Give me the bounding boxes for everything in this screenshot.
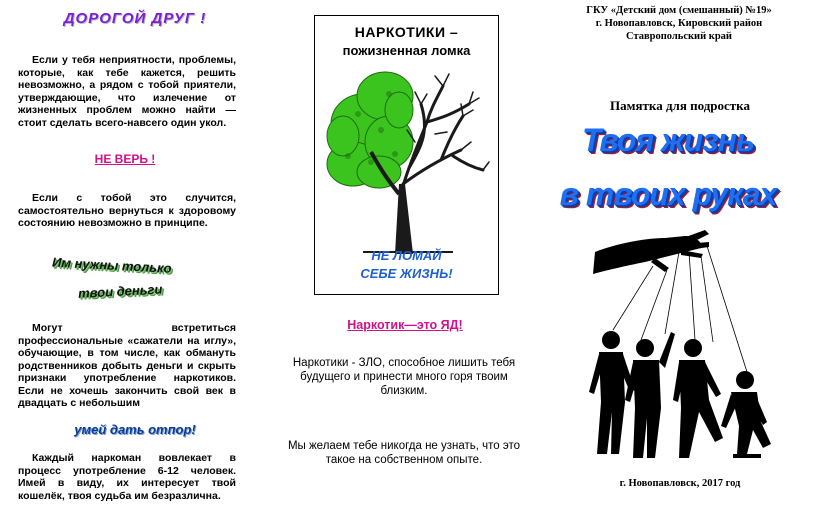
middle-paragraph-2: Мы желаем тебе никогда не узнать, что это такое на собственном опыте. — [287, 440, 521, 466]
poster-bottom-line2: СЕБЕ ЖИЗНЬ! — [360, 266, 453, 281]
left-paragraph-2: Если с тобой это случится, самостоятельно вернуться к здоровому состоянию невозможно в принципе. — [18, 192, 236, 229]
middle-paragraph-1: Наркотики - ЗЛО, способное лишить тебя будущего и принести много горя твоим близким. — [292, 357, 516, 397]
organization-line2: г. Новопавловск, Кировский район — [595, 18, 763, 29]
left-paragraph-1: Если у тебя неприятности, проблемы, которые, как тебе кажется, решить невозможно, а рядом с тобой приятели, утверждающие, что излечение от жизненных проблем можно найти — стоит сделать всего-навсего один укол. — [18, 54, 236, 129]
brochure-title-line2: в твоих руках — [559, 176, 777, 212]
left-paragraph-3: Могут встретиться профессиональные «сажатели на иглу», обучающие, в том числе, как обмануть родственников добыть деньги и скрыть признаки употребление наркотиков. Если не хочешь закончить свой век в двадцать с небольшим — [18, 322, 236, 409]
organization-line1: ГКУ «Детский дом (смешанный) №19» — [586, 5, 772, 16]
puppet-strings-illustration — [585, 222, 775, 472]
organization-line3: Ставропольский край — [626, 31, 732, 42]
dont-believe-heading: НЕ ВЕРЬ ! — [94, 152, 156, 166]
anti-drug-poster — [314, 15, 499, 295]
poster-subtitle: пожизненная ломка — [342, 43, 471, 58]
resist-heading: умей дать отпор! — [74, 422, 196, 437]
memo-label: Памятка для подростка — [610, 98, 750, 113]
left-paragraph-4: Каждый наркоман вовлекает в процесс употребление 6-12 человек. Имей в виду, их интересует твой кошелёк, твоя судьба им безразлична. — [18, 452, 236, 502]
poison-heading: Наркотик—это ЯД! — [347, 318, 463, 332]
poster-title: НАРКОТИКИ – — [354, 24, 459, 40]
half-dead-tree-illustration — [323, 64, 491, 254]
greeting-heading: ДОРОГОЙ ДРУГ ! — [63, 10, 207, 27]
money-heading-line2: твои деньги — [77, 281, 163, 301]
money-heading-line1: Им нужны только — [51, 254, 172, 276]
brochure-footer: г. Новопавловск, 2017 год — [619, 478, 741, 489]
poster-bottom-line1: НЕ ЛОМАЙ — [371, 248, 442, 263]
brochure-title-line1: Твоя жизнь — [582, 122, 754, 158]
